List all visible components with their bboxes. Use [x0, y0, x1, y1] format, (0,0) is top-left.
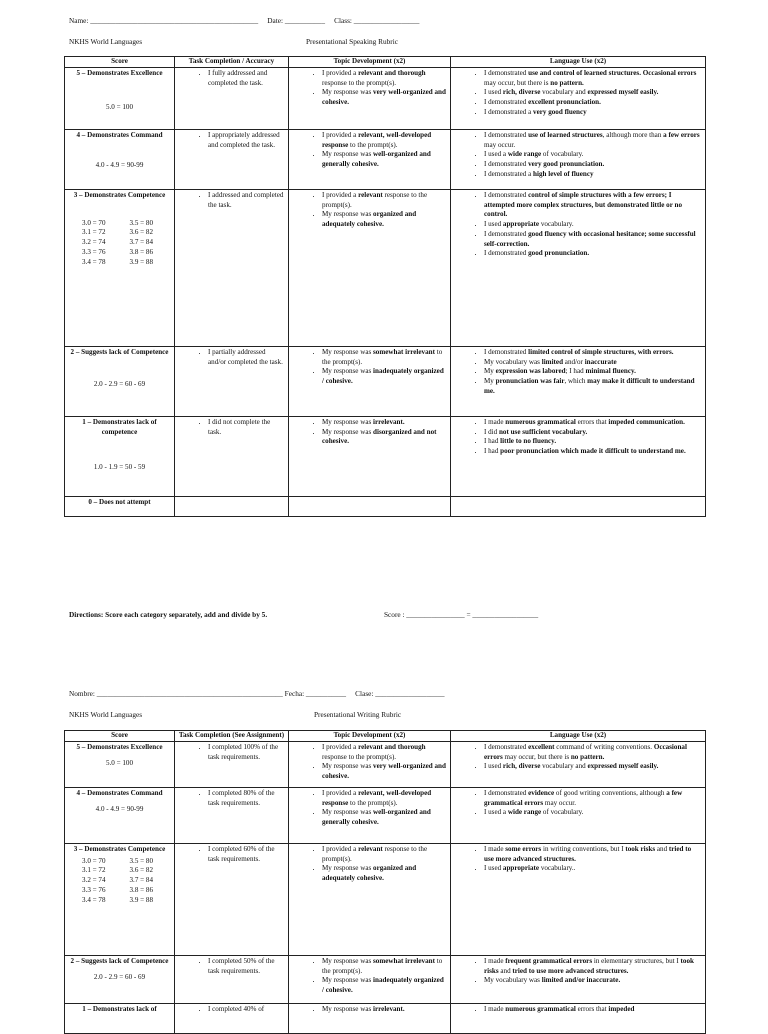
- language-criteria: [454, 348, 702, 397]
- task-cell: [175, 956, 289, 1004]
- score-cell: [65, 956, 175, 1004]
- score-conversion: 3.7 = 84: [129, 238, 154, 247]
- score-conversion: 3.8 = 86: [129, 885, 154, 894]
- rubric-criterion: • I provided a relevant, well-developed response to the prompt(s).: [322, 789, 447, 808]
- rubric-row: [65, 190, 706, 347]
- score-range: 5.0 = 100: [105, 102, 134, 111]
- score-range: 2.0 - 2.9 = 60 - 69: [93, 379, 146, 388]
- language-criteria: [454, 131, 702, 180]
- rubric-criterion: • I appropriately addressed and completed the task.: [208, 131, 285, 150]
- rubric-criterion: • I demonstrated excellent command of writing conventions. Occasional errors may occur, but there is no pattern.: [484, 743, 702, 762]
- topic-criteria: [292, 131, 447, 170]
- rubric-criterion: • My pronunciation was fair, which may make it difficult to understand me.: [484, 377, 702, 396]
- column-header: Topic Development (x2): [289, 731, 451, 742]
- writing-rubric-title: Presentational Writing Rubric: [314, 710, 402, 719]
- rubric-criterion: • I used appropriate vocabulary..: [484, 864, 702, 874]
- task-criteria: [178, 789, 285, 808]
- score-cell: [65, 788, 175, 844]
- rubric-row: [65, 742, 706, 788]
- rubric-criterion: • My response was somewhat irrelevant to the prompt(s).: [322, 957, 447, 976]
- language-criteria: [454, 1005, 702, 1015]
- topic-criteria: [292, 69, 447, 108]
- score-cell: [65, 1004, 175, 1034]
- score-range: 2.0 - 2.9 = 60 - 69: [93, 972, 146, 981]
- task-cell: [175, 130, 289, 190]
- rubric-row: [65, 130, 706, 190]
- topic-cell: [289, 1004, 451, 1034]
- score-range: 4.0 - 4.9 = 90-99: [95, 804, 144, 813]
- task-criteria: [178, 131, 285, 150]
- speaking-header-row: [65, 57, 706, 68]
- rubric-criterion: • I demonstrated good pronunciation.: [484, 249, 702, 259]
- topic-criteria: [292, 191, 447, 230]
- column-header: Language Use (x2): [451, 57, 706, 68]
- rubric-criterion: • I used rich, diverse vocabulary and expressed myself easily.: [484, 762, 702, 772]
- rubric-criterion: • I completed 60% of the task requirements.: [208, 845, 285, 864]
- rubric-criterion: • I did not use sufficient vocabulary.: [484, 428, 702, 438]
- rubric-row: [65, 497, 706, 517]
- rubric-criterion: • My response was well-organized and generally cohesive.: [322, 150, 447, 169]
- task-cell: [175, 347, 289, 417]
- score-level: 3 – Demonstrates Competence: [73, 845, 166, 853]
- rubric-criterion: • My response was disorganized and not cohesive.: [322, 428, 447, 447]
- rubric-criterion: • I demonstrated control of simple structures with a few errors; I attempted more complex structures, but demonstrated little or no control.: [484, 191, 702, 220]
- score-level: 4 – Demonstrates Command: [76, 789, 163, 797]
- rubric-row: [65, 1004, 706, 1034]
- score-conversion: 3.6 = 82: [129, 228, 154, 237]
- rubric-criterion: • I addressed and completed the task.: [208, 191, 285, 210]
- score-conversion: 3.5 = 80: [129, 218, 154, 227]
- rubric-row: [65, 956, 706, 1004]
- score-level: 0 – Does not attempt: [88, 498, 151, 506]
- task-cell: [175, 1004, 289, 1034]
- rubric-criterion: • I used a wide range of vocabulary.: [484, 808, 702, 818]
- topic-cell: [289, 497, 451, 517]
- task-cell: [175, 68, 289, 130]
- score-cell: [65, 497, 175, 517]
- score-conversion-grid: [68, 857, 171, 906]
- language-cell: [451, 68, 706, 130]
- language-cell: [451, 844, 706, 956]
- topic-cell: [289, 130, 451, 190]
- rubric-criterion: • I demonstrated very good pronunciation.: [484, 160, 702, 170]
- score-cell: [65, 130, 175, 190]
- rubric-criterion: • I made numerous grammatical errors that impeded communication.: [484, 418, 702, 428]
- writing-name-line: Nombre: ___________________________________________________ Fecha: ___________ Clase: ___________________: [69, 689, 445, 698]
- language-criteria: [454, 191, 702, 259]
- score-conversion: 3.2 = 74: [82, 876, 106, 885]
- task-criteria: [178, 743, 285, 762]
- score-level: 2 – Suggests lack of Competence: [70, 348, 169, 356]
- language-criteria: [454, 418, 702, 457]
- score-cell: [65, 347, 175, 417]
- score-conversion: 3.3 = 76: [82, 885, 106, 894]
- task-cell: [175, 788, 289, 844]
- directions-text: Directions: Score each category separately, add and divide by 5.: [69, 610, 268, 619]
- score-conversion: 3.0 = 70: [82, 856, 106, 865]
- score-conversion: 3.0 = 70: [82, 218, 106, 227]
- rubric-criterion: • My response was inadequately organized / cohesive.: [322, 367, 447, 386]
- topic-criteria: [292, 789, 447, 828]
- task-criteria: [178, 845, 285, 864]
- topic-cell: [289, 844, 451, 956]
- score-conversion: 3.9 = 88: [129, 895, 154, 904]
- rubric-criterion: • I made some errors in writing conventions, but I took risks and tried to use more advanced structures.: [484, 845, 702, 864]
- rubric-criterion: • My expression was labored; I had minimal fluency.: [484, 367, 702, 377]
- rubric-criterion: • I made numerous grammatical errors that impeded: [484, 1005, 702, 1015]
- score-range: 4.0 - 4.9 = 90-99: [95, 160, 144, 169]
- rubric-row: [65, 347, 706, 417]
- task-cell: [175, 497, 289, 517]
- topic-cell: [289, 68, 451, 130]
- language-criteria: [454, 957, 702, 986]
- rubric-criterion: • I demonstrated excellent pronunciation.: [484, 98, 702, 108]
- score-cell: [65, 190, 175, 347]
- score-conversion: 3.1 = 72: [82, 866, 106, 875]
- score-conversion: 3.8 = 86: [129, 247, 154, 256]
- rubric-criterion: • I provided a relevant, well-developed response to the prompt(s).: [322, 131, 447, 150]
- language-cell: [451, 1004, 706, 1034]
- rubric-criterion: • I completed 40% of: [208, 1005, 285, 1015]
- language-cell: [451, 742, 706, 788]
- topic-cell: [289, 788, 451, 844]
- rubric-row: [65, 788, 706, 844]
- rubric-criterion: • I completed 50% of the task requirements.: [208, 957, 285, 976]
- language-criteria: [454, 69, 702, 118]
- score-range: 5.0 = 100: [105, 758, 134, 767]
- rubric-criterion: • I fully addressed and completed the task.: [208, 69, 285, 88]
- rubric-criterion: • I used appropriate vocabulary.: [484, 220, 702, 230]
- column-header: Language Use (x2): [451, 731, 706, 742]
- rubric-criterion: • I demonstrated limited control of simple structures, with errors.: [484, 348, 702, 358]
- score-level: 4 – Demonstrates Command: [76, 131, 163, 139]
- score-level: 2 – Suggests lack of Competence: [70, 957, 169, 965]
- rubric-criterion: • My response was somewhat irrelevant to the prompt(s).: [322, 348, 447, 367]
- rubric-criterion: • My response was well-organized and generally cohesive.: [322, 808, 447, 827]
- score-conversion: 3.3 = 76: [82, 247, 106, 256]
- rubric-criterion: • My response was organized and adequately cohesive.: [322, 864, 447, 883]
- score-level: 3 – Demonstrates Competence: [73, 191, 166, 199]
- rubric-criterion: • My response was very well-organized and cohesive.: [322, 762, 447, 781]
- rubric-criterion: • I provided a relevant and thorough response to the prompt(s).: [322, 69, 447, 88]
- topic-cell: [289, 417, 451, 497]
- score-level: 1 – Demonstrates lack of competence: [82, 418, 157, 436]
- rubric-row: [65, 68, 706, 130]
- column-header: Score: [65, 57, 175, 68]
- topic-criteria: [292, 1005, 447, 1015]
- rubric-criterion: • I completed 100% of the task requirements.: [208, 743, 285, 762]
- score-conversion-grid: [68, 219, 171, 268]
- rubric-criterion: • I used rich, diverse vocabulary and expressed myself easily.: [484, 88, 702, 98]
- language-cell: [451, 788, 706, 844]
- rubric-criterion: • My response was very well-organized and cohesive.: [322, 88, 447, 107]
- score-conversion: 3.1 = 72: [82, 228, 106, 237]
- rubric-criterion: • I did not complete the task.: [208, 418, 285, 437]
- score-conversion: 3.2 = 74: [82, 238, 106, 247]
- score-cell: [65, 742, 175, 788]
- language-cell: [451, 497, 706, 517]
- rubric-criterion: • My response was inadequately organized / cohesive.: [322, 976, 447, 995]
- score-level: 5 – Demonstrates Excellence: [76, 743, 163, 751]
- task-criteria: [178, 1005, 285, 1015]
- task-criteria: [178, 348, 285, 367]
- score-conversion: 3.9 = 88: [129, 257, 154, 266]
- language-cell: [451, 190, 706, 347]
- rubric-row: [65, 844, 706, 956]
- topic-criteria: [292, 743, 447, 782]
- rubric-criterion: • I demonstrated use and control of learned structures. Occasional errors may occur, but there is no pattern.: [484, 69, 702, 88]
- task-cell: [175, 417, 289, 497]
- score-level: 1 – Demonstrates lack of: [82, 1005, 157, 1013]
- topic-cell: [289, 347, 451, 417]
- score-conversion: 3.5 = 80: [129, 856, 154, 865]
- rubric-criterion: • My response was irrelevant.: [322, 1005, 447, 1015]
- topic-criteria: [292, 348, 447, 387]
- topic-cell: [289, 742, 451, 788]
- speaking-rubric-title: Presentational Speaking Rubric: [306, 37, 399, 46]
- rubric-criterion: • I demonstrated evidence of good writing conventions, although a few grammatical errors may occur.: [484, 789, 702, 808]
- score-cell: [65, 68, 175, 130]
- language-criteria: [454, 845, 702, 874]
- language-cell: [451, 417, 706, 497]
- speaking-rubric-table: [64, 56, 706, 517]
- topic-cell: [289, 190, 451, 347]
- task-cell: [175, 742, 289, 788]
- rubric-criterion: • I completed 80% of the task requirements.: [208, 789, 285, 808]
- task-cell: [175, 844, 289, 956]
- rubric-criterion: • I demonstrated use of learned structures, although more than a few errors may occur.: [484, 131, 702, 150]
- task-criteria: [178, 957, 285, 976]
- task-criteria: [178, 418, 285, 437]
- language-criteria: [454, 789, 702, 818]
- task-cell: [175, 190, 289, 347]
- task-criteria: [178, 191, 285, 210]
- rubric-criterion: • I demonstrated a very good fluency: [484, 108, 702, 118]
- rubric-criterion: • I provided a relevant response to the prompt(s).: [322, 191, 447, 210]
- writing-school: NKHS World Languages: [69, 710, 143, 719]
- writing-rubric-table: [64, 730, 706, 1034]
- speaking-school: NKHS World Languages: [69, 37, 143, 46]
- column-header: Score: [65, 731, 175, 742]
- language-cell: [451, 347, 706, 417]
- topic-cell: [289, 956, 451, 1004]
- column-header: Task Completion (See Assignment): [175, 731, 289, 742]
- rubric-criterion: • I had little to no fluency.: [484, 437, 702, 447]
- score-line: Score : ________________ = __________________: [384, 610, 539, 619]
- rubric-criterion: • My response was irrelevant.: [322, 418, 447, 428]
- score-level: 5 – Demonstrates Excellence: [76, 69, 163, 77]
- speaking-name-line: Name: ______________________________________________ Date: ___________ Class: __________________: [69, 16, 420, 25]
- rubric-row: [65, 417, 706, 497]
- topic-criteria: [292, 957, 447, 996]
- score-conversion: 3.4 = 78: [82, 257, 106, 266]
- rubric-criterion: • I provided a relevant response to the prompt(s).: [322, 845, 447, 864]
- rubric-criterion: • My response was organized and adequately cohesive.: [322, 210, 447, 229]
- rubric-criterion: • I made frequent grammatical errors in elementary structures, but I took risks and tried to use more advanced structures.: [484, 957, 702, 976]
- score-conversion: 3.7 = 84: [129, 876, 154, 885]
- task-criteria: [178, 69, 285, 88]
- score-range: 1.0 - 1.9 = 50 - 59: [93, 463, 146, 472]
- rubric-criterion: • My vocabulary was limited and/or inaccurate: [484, 358, 702, 368]
- column-header: Task Completion / Accuracy: [175, 57, 289, 68]
- score-cell: [65, 417, 175, 497]
- language-cell: [451, 130, 706, 190]
- score-conversion: 3.6 = 82: [129, 866, 154, 875]
- language-criteria: [454, 743, 702, 772]
- topic-criteria: [292, 418, 447, 447]
- column-header: Topic Development (x2): [289, 57, 451, 68]
- rubric-criterion: • My vocabulary was limited and/or inaccurate.: [484, 976, 702, 986]
- rubric-criterion: • I demonstrated good fluency with occasional hesitance; some successful self-correction.: [484, 230, 702, 249]
- rubric-criterion: • I demonstrated a high level of fluency: [484, 170, 702, 180]
- score-conversion: 3.4 = 78: [82, 895, 106, 904]
- language-cell: [451, 956, 706, 1004]
- rubric-criterion: • I partially addressed and/or completed the task.: [208, 348, 285, 367]
- rubric-criterion: • I had poor pronunciation which made it difficult to understand me.: [484, 447, 702, 457]
- topic-criteria: [292, 845, 447, 884]
- rubric-criterion: • I used a wide range of vocabulary.: [484, 150, 702, 160]
- score-cell: [65, 844, 175, 956]
- rubric-criterion: • I provided a relevant and thorough response to the prompt(s).: [322, 743, 447, 762]
- writing-header-row: [65, 731, 706, 742]
